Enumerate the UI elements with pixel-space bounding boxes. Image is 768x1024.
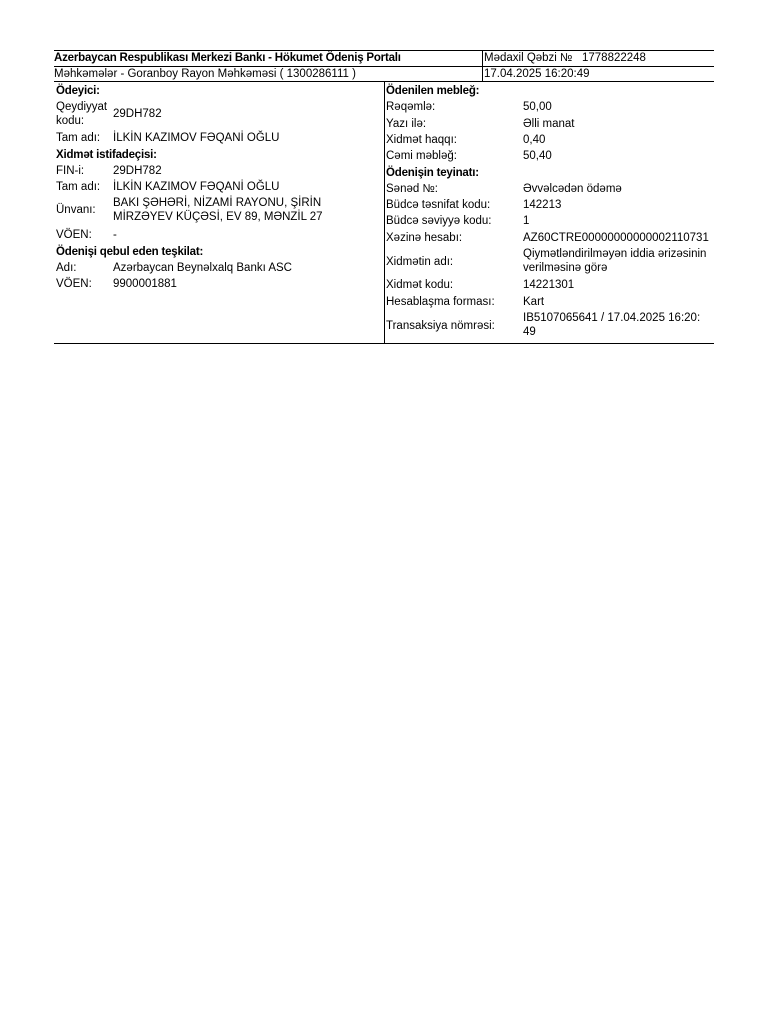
receiver-section-title: Ödenişi qebul eden teşkilat: — [56, 246, 204, 258]
institution-name: Məhkəmələr - Goranboy Rayon Məhkəməsi ( 1300286111 ) — [54, 68, 356, 80]
budget-level-code-label: Büdcə səviyyə kodu: — [386, 215, 492, 227]
document-number-label: Sənəd №: — [386, 183, 438, 195]
transaction-number-line2: 49 — [523, 326, 536, 338]
service-user-address-label: Ünvanı: — [56, 204, 96, 216]
service-user-fin-label: FIN-i: — [56, 165, 85, 177]
header-column-divider — [482, 50, 483, 81]
budget-class-code-label: Büdcə təsnifat kodu: — [386, 199, 491, 211]
payer-name: İLKİN KAZIMOV FƏQANİ OĞLU — [113, 132, 280, 144]
service-name — [523, 247, 706, 275]
payer-reg-code-label-line2: kodu: — [56, 115, 85, 127]
treasury-account-label: Xəzinə hesabı: — [386, 232, 463, 244]
receiver-name-label: Adı: — [56, 262, 77, 274]
receiver-voen-label: VÖEN: — [56, 278, 92, 290]
transaction-number — [523, 311, 700, 339]
portal-title: Azerbaycan Respublikası Merkezi Bankı - Hökumet Ödeniş Portalı — [54, 52, 401, 64]
budget-level-code: 1 — [523, 215, 530, 227]
column-divider — [384, 81, 385, 343]
receiver-voen: 9900001881 — [113, 278, 177, 290]
treasury-account: AZ60CTRE00000000000002110731 — [523, 232, 709, 244]
transaction-number-line1: IB5107065641 / 17.04.2025 16:20: — [523, 312, 701, 324]
amount-words: Əlli manat — [523, 118, 575, 130]
service-fee: 0,40 — [523, 134, 546, 146]
service-fee-label: Xidmət haqqı: — [386, 134, 457, 146]
service-name-label: Xidmətin adı: — [386, 256, 454, 268]
document-number: Əvvəlcədən ödəmə — [523, 183, 622, 195]
service-name-line1: Qiymətləndirilməyən iddia ərizəsinin — [523, 248, 707, 260]
receipt-datetime: 17.04.2025 16:20:49 — [484, 68, 590, 80]
service-user-name-label: Tam adı: — [56, 181, 101, 193]
amount-section-title: Ödenilen mebleğ: — [386, 85, 480, 97]
amount-digits: 50,00 — [523, 101, 552, 113]
total-amount: 50,40 — [523, 150, 552, 162]
payer-reg-code: 29DH782 — [113, 108, 162, 120]
service-user-voen: - — [113, 229, 117, 241]
receipt-number-label: Mədaxil Qəbzi № — [484, 52, 573, 64]
service-user-address-line2: MİRZƏYEV KÜÇƏSİ, EV 89, MƏNZİL 27 — [113, 211, 323, 223]
payer-section-title: Ödeyici: — [56, 85, 100, 97]
service-code-label: Xidmət kodu: — [386, 279, 454, 291]
service-user-fin: 29DH782 — [113, 165, 162, 177]
transaction-number-label: Transaksiya nömrəsi: — [386, 320, 495, 332]
service-user-voen-label: VÖEN: — [56, 229, 92, 241]
service-name-line2: verilməsinə görə — [523, 262, 608, 274]
budget-class-code: 142213 — [523, 199, 562, 211]
bottom-border — [54, 343, 714, 344]
payer-reg-code-label — [56, 100, 107, 128]
receiver-name: Azərbaycan Beynəlxalq Bankı ASC — [113, 262, 292, 274]
service-user-section-title: Xidmət istifadeçisi: — [56, 149, 157, 161]
purpose-section-title: Ödenişin teyinatı: — [386, 167, 479, 179]
settlement-form-label: Hesablaşma forması: — [386, 296, 495, 308]
service-user-address-line1: BAKI ŞƏHƏRİ, NİZAMİ RAYONU, ŞİRİN — [113, 197, 322, 209]
amount-digits-label: Rəqəmlə: — [386, 101, 436, 113]
settlement-form: Kart — [523, 296, 545, 308]
service-user-address — [113, 196, 323, 224]
service-user-name: İLKİN KAZIMOV FƏQANİ OĞLU — [113, 181, 280, 193]
payer-reg-code-label-line1: Qeydiyyat — [56, 101, 108, 113]
payer-name-label: Tam adı: — [56, 132, 101, 144]
amount-words-label: Yazı ilə: — [386, 118, 427, 130]
total-amount-label: Cəmi məbləğ: — [386, 150, 457, 162]
receipt-number: 1778822248 — [582, 52, 646, 64]
service-code: 14221301 — [523, 279, 575, 291]
